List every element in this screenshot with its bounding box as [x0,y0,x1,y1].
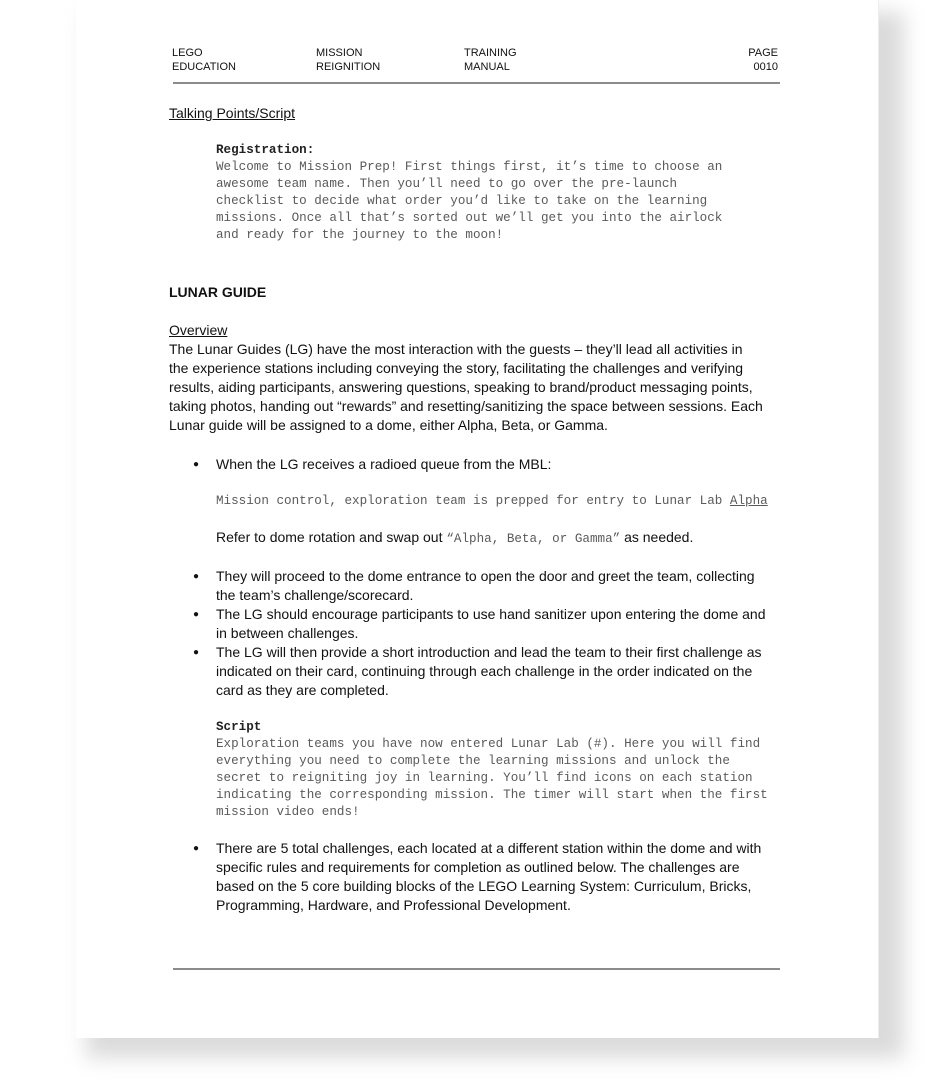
script-line: missions. Once all that’s sorted out we’ll get you into the airlock [216,211,723,225]
rotation-text: Refer to dome rotation and swap out [216,529,447,545]
bullet-line: based on the 5 core building blocks of the LEGO Learning System: Curriculum, Bricks, [216,878,752,894]
paragraph-line: taking photos, handing out “rewards” and resetting/sanitizing the space between sessions. Each [169,398,763,414]
script-line: secret to reigniting joy in learning. You’ll find icons on each station [216,771,753,785]
overview-heading: Overview [169,322,228,338]
overview-paragraph [169,340,763,435]
bullet-item: When the LG receives a radioed queue from the MBL: [216,456,552,472]
radio-message [216,493,768,510]
paragraph-line: results, aiding participants, answering questions, speaking to brand/product messaging points, [169,379,753,395]
header-text: 0010 [753,61,778,73]
registration-label: Registration: [216,143,315,157]
bullet-icon: ● [193,843,200,854]
bullet-line: There are 5 total challenges, each located at a different station within the dome and with [216,840,762,856]
header-col-mission [316,46,380,74]
script-line: checklist to decide what order you’d like to take on the learning [216,194,708,208]
header-col-lego-education [172,46,236,74]
bullet-icon: ● [193,647,200,658]
bullet-line: the team’s challenge/scorecard. [216,587,414,603]
bullet-icon: ● [193,459,200,470]
header-col-page [726,46,778,74]
script-line: Exploration teams you have now entered Lunar Lab (#). Here you will find [216,737,761,751]
script-line: mission video ends! [216,805,360,819]
bullet-line: They will proceed to the dome entrance to open the door and greet the team, collecting [216,568,755,584]
header-text: REIGNITION [316,61,381,73]
paragraph-line: Lunar guide will be assigned to a dome, either Alpha, Beta, or Gamma. [169,417,608,433]
script-line: everything you need to complete the learning missions and unlock the [216,754,730,768]
bullet-line: specific rules and requirements for completion as outlined below. The challenges are [216,859,740,875]
header-text: EDUCATION [172,61,236,73]
bullet-line: Programming, Hardware, and Professional Development. [216,897,571,913]
footer-rule [173,968,780,970]
rotation-text: as needed. [620,529,694,545]
bullet-item [216,605,765,643]
registration-script [216,159,722,244]
script-line: awesome team name. Then you’ll need to go over the pre-launch [216,177,678,191]
bullet-line: card as they are completed. [216,682,389,698]
script-label: Script [216,720,262,734]
talking-points-heading: Talking Points/Script [169,105,296,121]
header-text: TRAINING [464,47,517,59]
script-line: Welcome to Mission Prep! First things first, it’s time to choose an [216,160,723,174]
script-line: and ready for the journey to the moon! [216,228,504,242]
header-col-training [464,46,517,74]
radio-text-dome: Alpha [729,494,768,508]
guide-script [216,736,768,821]
bullet-icon: ● [193,609,200,620]
script-line: indicating the corresponding mission. The timer will start when the first [216,788,768,802]
bullet-line: indicated on their card, continuing through each challenge in the order indicated on the [216,663,753,679]
rotation-note [216,528,693,548]
header-text: LEGO [172,47,203,59]
bullet-item [216,643,762,700]
bullet-icon: ● [193,571,200,582]
header-text: PAGE [748,47,778,59]
bullet-item [216,839,761,915]
lunar-guide-title: LUNAR GUIDE [169,284,267,300]
header-rule [173,82,780,84]
bullet-line: in between challenges. [216,625,359,641]
radio-text: Mission control, exploration team is prepped for entry to Lunar Lab [216,494,730,508]
rotation-mono-text: “Alpha, Beta, or Gamma” [446,532,621,546]
paragraph-line: The Lunar Guides (LG) have the most interaction with the guests – they’ll lead all activities in [169,341,743,357]
header-text: MISSION [316,47,363,59]
bullet-line: The LG will then provide a short introduction and lead the team to their first challenge as [216,644,762,660]
paragraph-line: the experience stations including conveying the story, facilitating the challenges and verifying [169,360,744,376]
header-text: MANUAL [464,61,510,73]
bullet-item [216,567,755,605]
bullet-line: The LG should encourage participants to use hand sanitizer upon entering the dome and [216,606,766,622]
document-page [76,0,878,1038]
